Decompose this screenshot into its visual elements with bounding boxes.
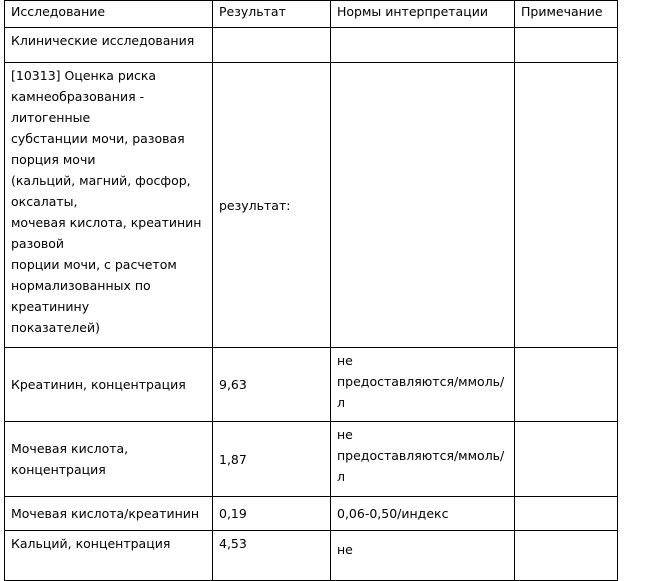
row-value: 1,87: [213, 422, 331, 497]
main-test-name-line: разовой: [11, 236, 65, 251]
row-test-name-line: Мочевая кислота/креатинин: [11, 506, 200, 521]
row-note: [515, 348, 618, 422]
main-test-name-line: мочевая кислота, креатинин: [11, 215, 202, 230]
main-test-name-line: литогенные: [11, 110, 91, 125]
row-test-name-line: Кальций, концентрация: [11, 536, 171, 551]
row-norm: [331, 422, 515, 497]
main-test-name-line: оксалаты,: [11, 194, 78, 209]
main-test-empty-note: [515, 63, 618, 348]
section-row: [5, 28, 618, 63]
section-empty-result: [213, 28, 331, 63]
row-test-name: [5, 348, 213, 422]
header-row: [5, 1, 618, 28]
main-test-name-line: (кальций, магний, фосфор,: [11, 173, 191, 188]
main-test-name: [5, 63, 213, 348]
main-test-name-line: порции мочи, с расчетом: [11, 257, 177, 272]
header-note: Примечание: [515, 1, 618, 28]
header-result: Результат: [213, 1, 331, 28]
row-test-name-line: Креатинин, концентрация: [11, 377, 186, 392]
row-test-name-line: Мочевая кислота,: [11, 441, 129, 456]
main-test-name-line: креатинину: [11, 299, 90, 314]
row-norm-line: л: [337, 469, 345, 484]
row-test-name-line: концентрация: [11, 462, 106, 477]
row-norm-line: 0,06-0,50/индекс: [337, 506, 449, 521]
row-note: [515, 497, 618, 531]
row-norm: [331, 531, 515, 581]
section-empty-norms: [331, 28, 515, 63]
main-test-empty-norms: [331, 63, 515, 348]
row-norm: [331, 348, 515, 422]
row-test-name: [5, 497, 213, 531]
section-empty-note: [515, 28, 618, 63]
row-norm: [331, 497, 515, 531]
main-test-result-label: результат:: [213, 63, 331, 348]
row-norm-line: л: [337, 395, 345, 410]
section-title: Клинические исследования: [5, 28, 213, 63]
row-value: 0,19: [213, 497, 331, 531]
row-norm-line: предоставляются/ммоль/: [337, 374, 505, 389]
row-value: 9,63: [213, 348, 331, 422]
row-value: 4,53: [213, 531, 331, 581]
main-test-name-line: нормализованных по: [11, 278, 151, 293]
header-norms: Нормы интерпретации: [331, 1, 515, 28]
header-study: Исследование: [5, 1, 213, 28]
main-test-name-line: показателей): [11, 320, 100, 335]
table-row: [5, 531, 618, 581]
row-norm-line: не: [337, 427, 353, 442]
row-note: [515, 422, 618, 497]
row-test-name: [5, 531, 213, 581]
main-test-name-line: субстанции мочи, разовая: [11, 131, 185, 146]
main-test-name-line: камнеобразования -: [11, 89, 145, 104]
main-test-name-line: [10313] Оценка риска: [11, 68, 157, 83]
main-test-row: [5, 63, 618, 348]
row-norm-line: предоставляются/ммоль/: [337, 448, 505, 463]
row-norm-line: не: [337, 542, 353, 557]
row-note: [515, 531, 618, 581]
row-norm-line: не: [337, 353, 353, 368]
table-row: [5, 422, 618, 497]
table-row: [5, 497, 618, 531]
results-table: [4, 0, 618, 581]
table-row: [5, 348, 618, 422]
main-test-name-line: порция мочи: [11, 152, 96, 167]
row-test-name: [5, 422, 213, 497]
